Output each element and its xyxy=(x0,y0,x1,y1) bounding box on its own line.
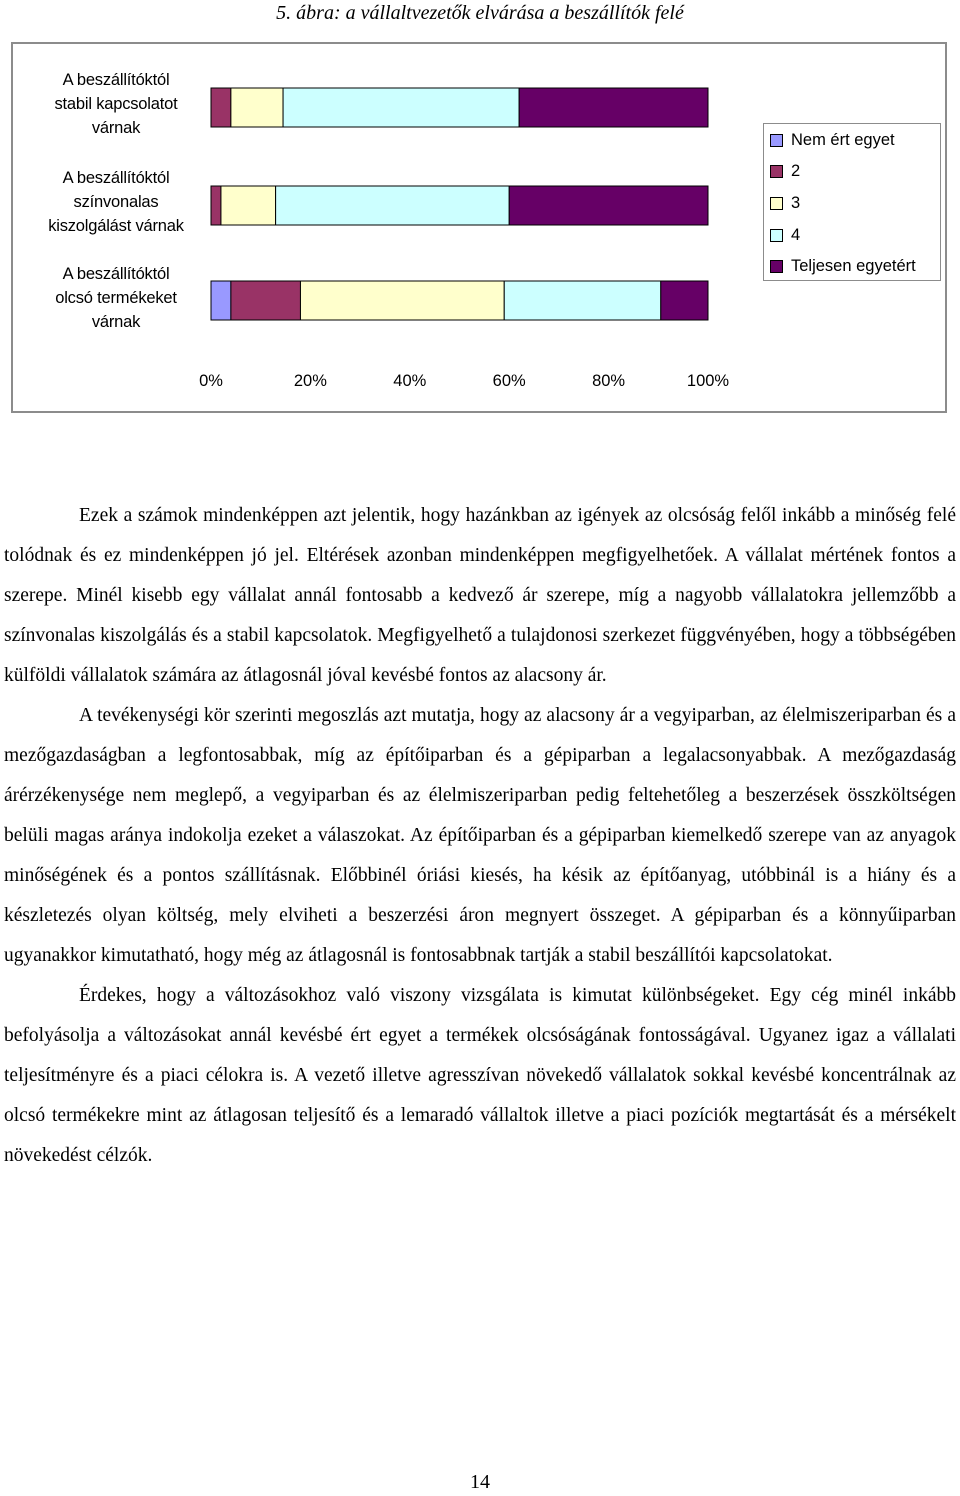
figure-caption: 5. ábra: a vállaltvezetők elvárása a beszállítók felé xyxy=(276,2,684,24)
x-tick-label: 20% xyxy=(293,372,327,390)
legend-swatch xyxy=(770,134,783,147)
bar-segment xyxy=(504,281,661,320)
body-text xyxy=(4,496,956,1176)
paragraph: A tevékenységi kör szerinti megoszlás azt mutatja, hogy az alacsony ár a vegyiparban, az élelmiszeriparban és a mezőgazdaságban a legfontosabbak, míg az építőiparban és a gépiparban a legalacsonyabbak. A mezőgazdaság árérzékenysége nem meglepő, a vegyiparban és az élelmiszeriparban pedig feltehetőleg a beszerzések összköltségen belüli magas aránya indokolja ezeket a válaszokat. Az építőiparban és a gépiparban kiemelkedő szerepe van az anyagok minőségének és a pontos szállításnak. Előbbinél óriási kiesés, ha késik az építőanyag, utóbbinál is a hiány és a készletezés olyan költség, mely elviheti a beszerzési áron megnyert összeget. A gépiparban és a könnyűiparban ugyanakkor kimutatható, hogy még az átlagosnál is fontosabbnak tartják a stabil beszállítói kapcsolatokat. xyxy=(4,705,956,966)
legend-item xyxy=(770,255,916,277)
category-label-quality xyxy=(13,166,219,238)
category-label-line: A beszállítóktól xyxy=(62,265,170,283)
category-label-stable xyxy=(13,68,219,140)
category-label-cheap xyxy=(13,262,219,334)
category-label-line: olcsó termékeket xyxy=(55,289,177,307)
bar-segment xyxy=(231,88,283,127)
category-label-line: várnak xyxy=(91,313,141,331)
category-label-line: A beszállítóktól xyxy=(62,169,170,187)
legend-item xyxy=(770,224,800,246)
category-label-line: várnak xyxy=(91,119,141,137)
category-label-line: színvonalas xyxy=(73,193,159,211)
paragraph: Érdekes, hogy a változásokhoz való viszony vizsgálata is kimutat különbségeket. Egy cég minél inkább befolyásolja a változásokat annál kevésbé ért egyet a termékek olcsóságának fontosságával. Ugyanez igaz a vállalati teljesítményre és a piaci célokra is. A vezető illetve agresszívan növekedő vállalatok sokkal kevésbé koncentrálnak az olcsó termékekre mint az átlagosan teljesítő és a lemaradó vállaltok illetve a piaci pozíciók megtartását és a mérsékelt növekedést célzók. xyxy=(4,985,956,1166)
bar-segment xyxy=(300,281,504,320)
bar-segment xyxy=(661,281,708,320)
category-label-line: stabil kapcsolatot xyxy=(54,95,178,113)
legend-swatch xyxy=(770,260,783,273)
legend-label: Nem ért egyet xyxy=(791,130,895,149)
legend-swatch xyxy=(770,165,783,178)
legend-item xyxy=(770,192,800,214)
legend-item xyxy=(770,160,800,182)
bar-segment xyxy=(509,186,708,225)
legend-swatch xyxy=(770,229,783,242)
legend-swatch xyxy=(770,197,783,210)
legend-label: 4 xyxy=(791,225,801,244)
category-label-line: A beszállítóktól xyxy=(62,71,170,89)
x-tick-label: 40% xyxy=(393,372,427,390)
legend-label: Teljesen egyetért xyxy=(791,256,916,275)
x-tick-label: 60% xyxy=(492,372,526,390)
bar-segment xyxy=(519,88,708,127)
legend-item xyxy=(770,129,895,151)
legend-label: 3 xyxy=(791,193,801,212)
bar-segment xyxy=(276,186,510,225)
page-number: 14 xyxy=(470,1471,490,1493)
x-tick-label: 0% xyxy=(199,372,223,390)
x-tick-label: 100% xyxy=(686,372,730,390)
paragraph: Ezek a számok mindenképpen azt jelentik, hogy hazánkban az igények az olcsóság felől inkább a minőség felé tolódnak és ez mindenképpen jó jel. Eltérések azonban mindenképpen megfigyelhetőek. A vállalat mértének fontos a szerepe. Minél kisebb egy vállalat annál fontosabb a kedvező ár szerepe, míg a nagyobb vállalatokra jellemzőbb a színvonalas kiszolgálás és a stabil kapcsolatok. Megfigyelhető a tulajdonosi szerkezet függvényében, hogy a többségében külföldi vállalatok számára az átlagosnál jóval kevésbé fontos az alacsony ár. xyxy=(4,505,956,686)
chart-legend xyxy=(763,123,941,281)
legend-label: 2 xyxy=(791,161,801,180)
bar-segment xyxy=(221,186,276,225)
bar-segment xyxy=(283,88,519,127)
bar-segment xyxy=(231,281,301,320)
x-tick-label: 80% xyxy=(592,372,626,390)
category-label-line: kiszolgálást várnak xyxy=(48,217,184,235)
